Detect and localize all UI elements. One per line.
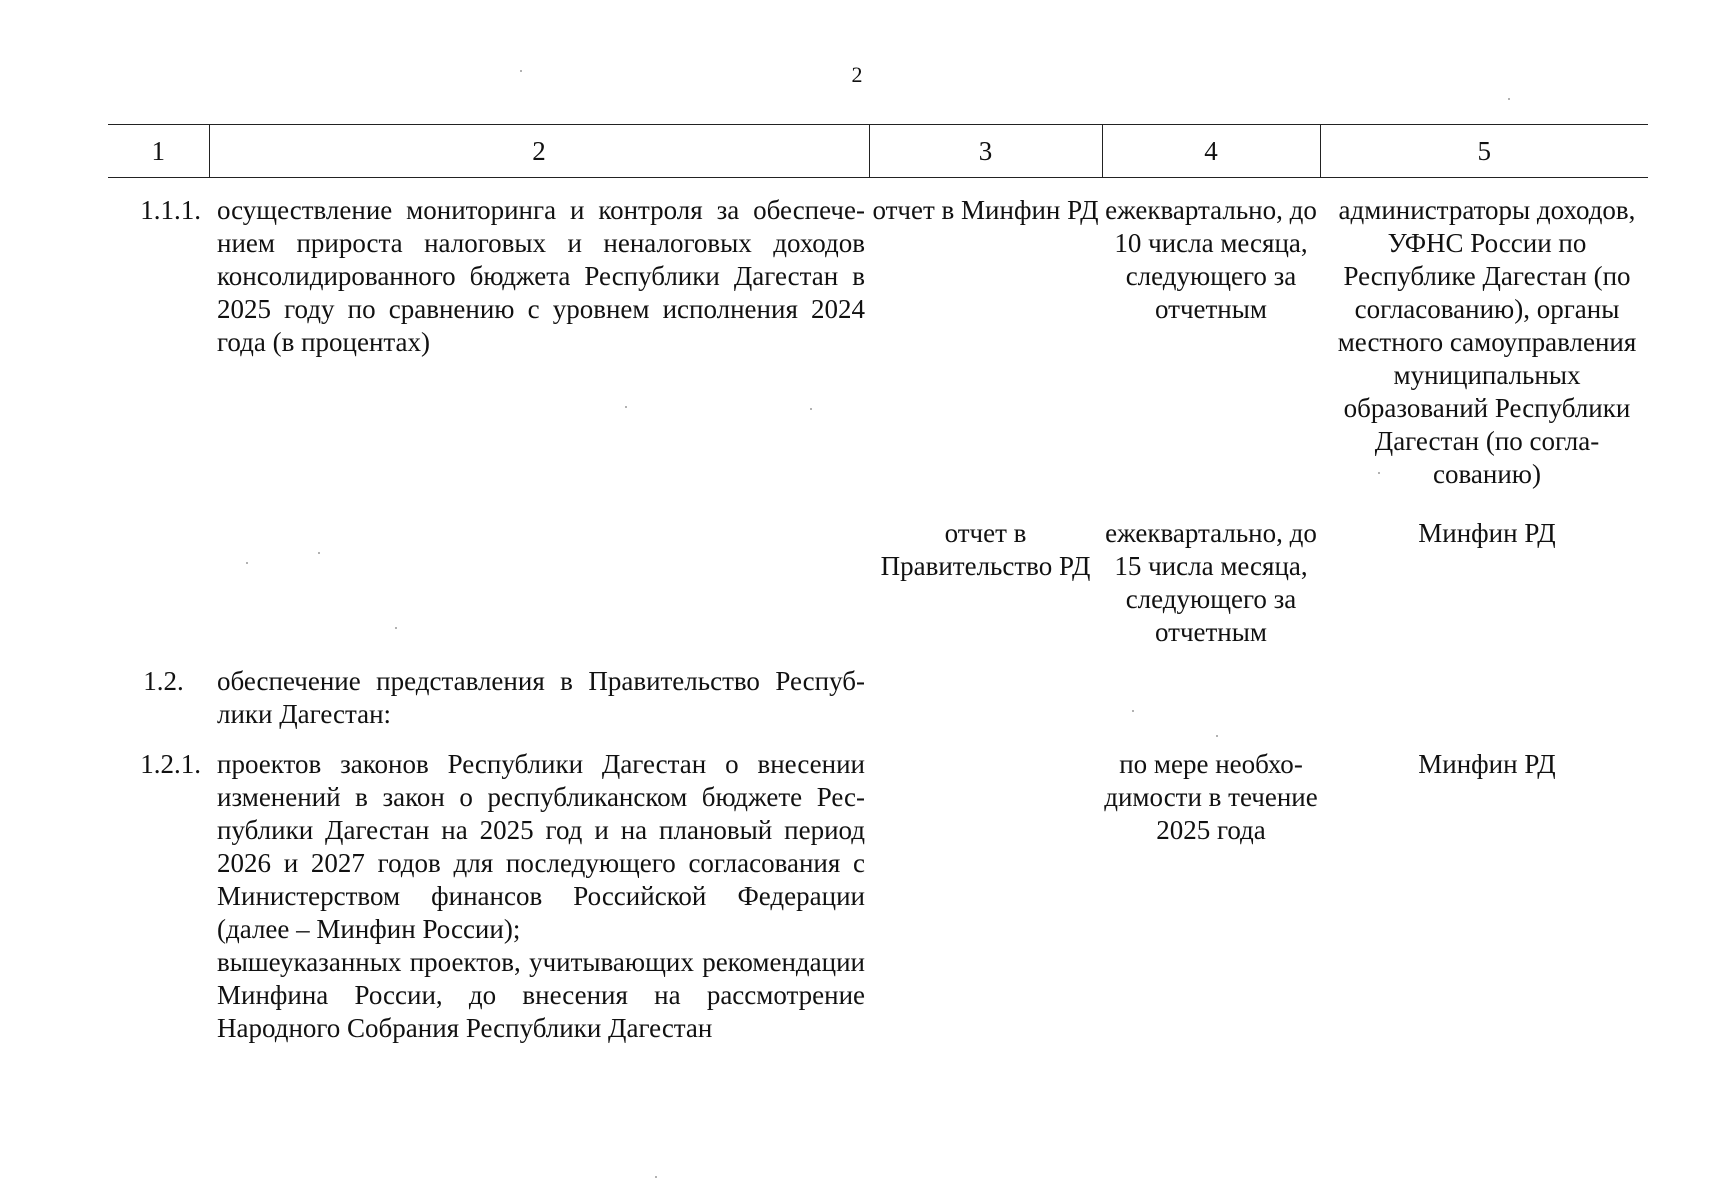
item-number: 1.2.1. [140, 749, 201, 779]
table-row [108, 178, 1648, 492]
description-paragraph: вышеуказанных проектов, учитывающих рекомендации Минфина России, до внесения на рассмотрение Народного Собрания Республики Дагестан [217, 947, 865, 1043]
scan-speck [1132, 710, 1134, 712]
item-number: 1.2. [143, 666, 184, 696]
item-description [209, 491, 869, 649]
table-header-row [108, 125, 1648, 178]
deadline: по мере необходимости в течение 2025 года [1104, 749, 1318, 845]
report-form: отчет в Минфин РД [872, 195, 1099, 225]
scan-speck [1378, 472, 1380, 474]
responsible: Минфин РД [1418, 518, 1556, 548]
header-col-1: 1 [108, 125, 209, 178]
scan-speck [395, 627, 397, 629]
responsible: администраторы доходов, УФНС России по Республике Дагестан (по согласованию), органы местного самоуправления муниципальных образований Республики Дагестан (по согласованию) [1337, 195, 1637, 489]
deadline: ежеквартально, до 10 числа месяца, следующего за отчетным [1105, 195, 1317, 324]
header-col-4: 4 [1102, 125, 1320, 178]
scan-speck [520, 70, 522, 72]
header-col-2: 2 [209, 125, 869, 178]
header-col-5: 5 [1320, 125, 1648, 178]
item-description [209, 178, 869, 492]
description-paragraph: проектов законов Республики Дагестан о внесении изменений в закон о республиканском бюджете Республики Дагестан на 2025 год и на плановый период 2026 и 2027 годов для последующего согласования с Министерством финансов Российской Федерации (далее – Минфин России); [217, 749, 865, 944]
scan-speck [1508, 98, 1510, 100]
header-col-3: 3 [869, 125, 1102, 178]
item-description [209, 731, 869, 1045]
page-number: 2 [851, 62, 863, 87]
responsible [1320, 649, 1648, 731]
table-row [108, 649, 1648, 731]
report-form [869, 649, 1102, 731]
table-row [108, 491, 1648, 649]
scan-speck [1216, 735, 1218, 737]
deadline: ежеквартально, до 15 числа месяца, следующего за отчетным [1105, 518, 1317, 647]
responsible: Минфин РД [1418, 749, 1556, 779]
report-form: отчет в Правительство РД [880, 518, 1091, 581]
plan-table [108, 124, 1648, 1045]
plan-table-container [108, 124, 1648, 1045]
description-paragraph: обеспечение представления в Правительство Республики Дагестан: [217, 666, 865, 729]
item-number [108, 491, 209, 649]
scan-speck [318, 552, 320, 554]
scan-speck [625, 406, 627, 408]
report-form [869, 731, 1102, 1045]
scan-speck [655, 1176, 657, 1178]
scan-speck [246, 562, 248, 564]
deadline [1102, 649, 1320, 731]
description-paragraph: осуществление мониторинга и контроля за обеспечением прироста налоговых и неналоговых доходов консолидированного бюджета Республики Дагестан в 2025 году по сравнению с уровнем исполнения 2024 года (в процентах) [217, 195, 865, 357]
item-number: 1.1.1. [140, 195, 201, 225]
scan-speck [810, 408, 812, 410]
table-row [108, 731, 1648, 1045]
item-description [209, 649, 869, 731]
